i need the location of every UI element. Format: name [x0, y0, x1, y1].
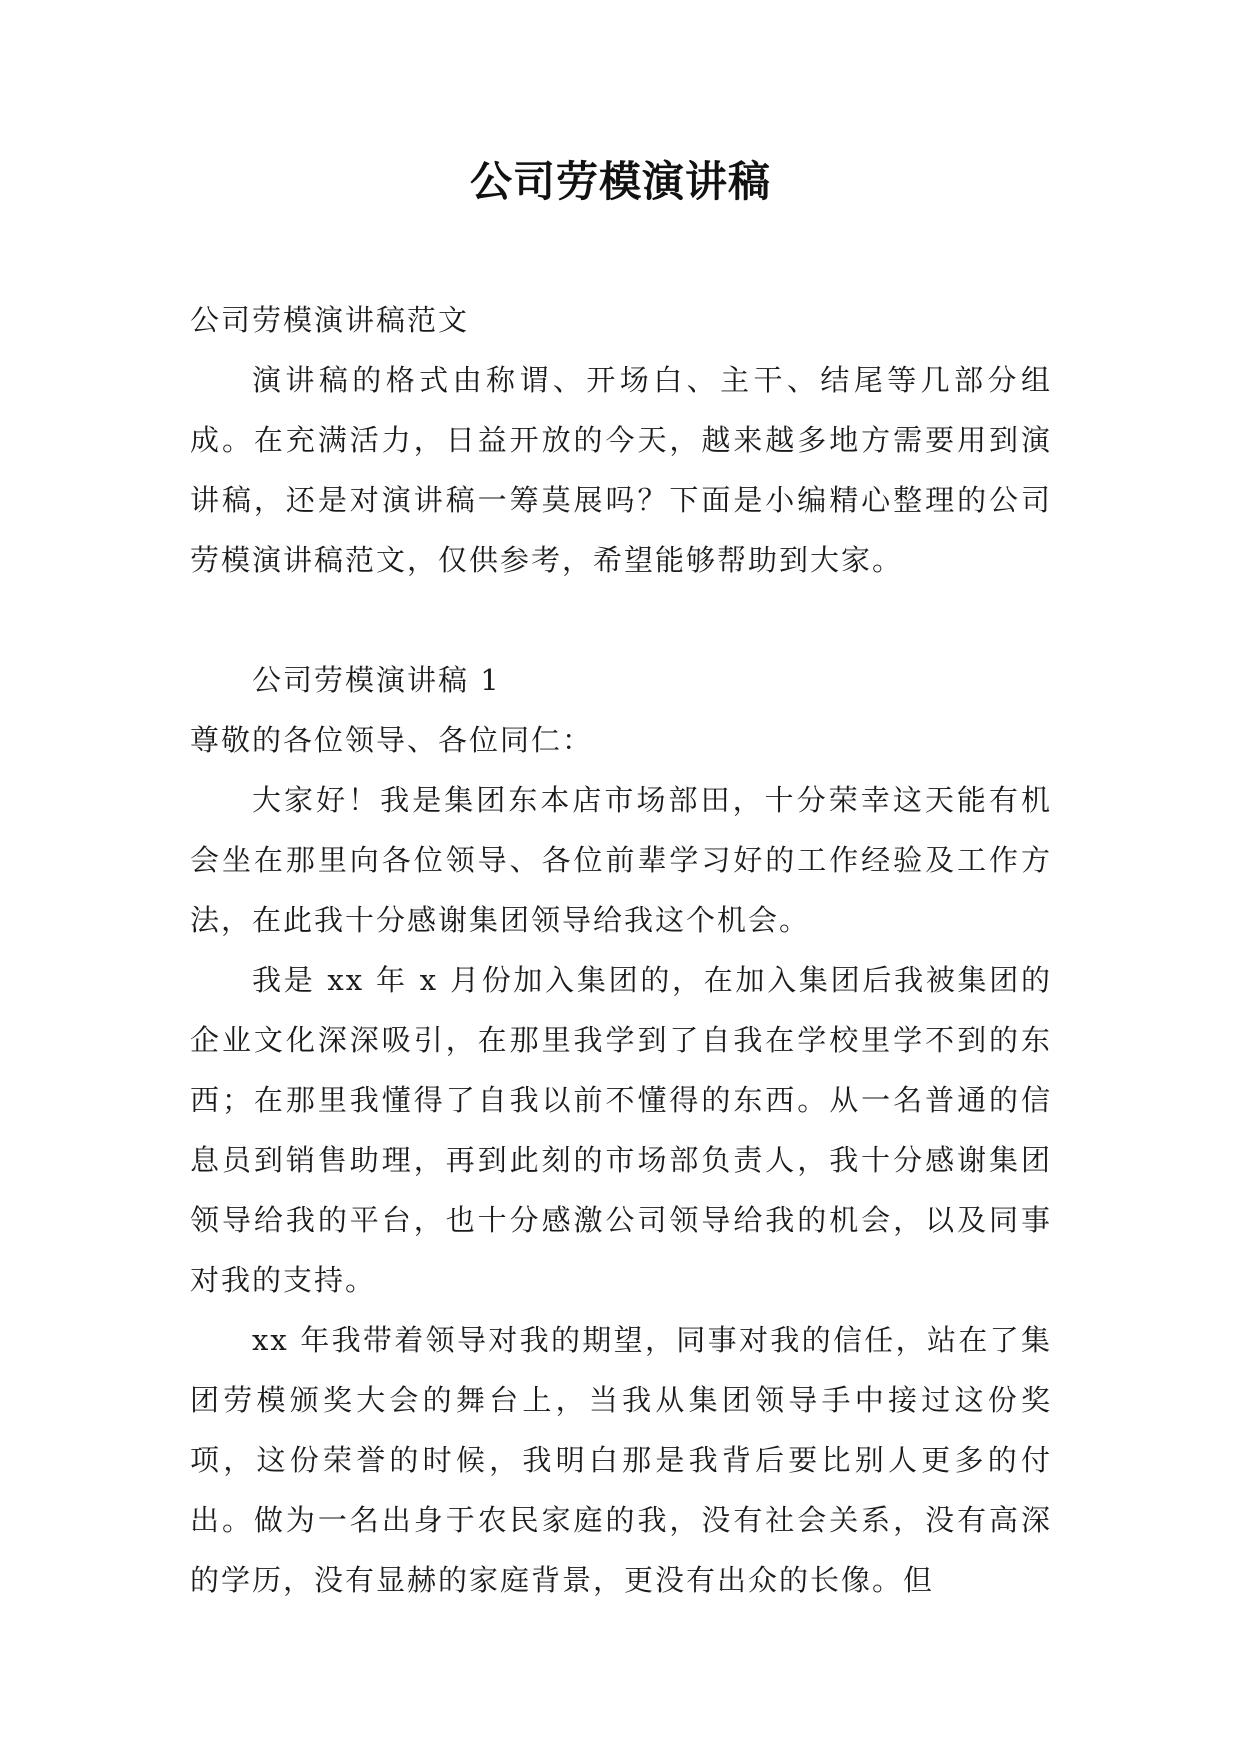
section-heading: 公司劳模演讲稿 1 [252, 663, 501, 697]
salutation: 尊敬的各位领导、各位同仁： [190, 723, 594, 757]
document-title: 公司劳模演讲稿 [469, 157, 771, 206]
body-paragraph: 大家好！我是集团东本店市场部田，十分荣幸这天能有机会坐在那里向各位领导、各位前辈学习好的工作经验及工作方法，在此我十分感谢集团领导给我这个机会。 [190, 783, 1052, 937]
body-paragraph: xx 年我带着领导对我的期望，同事对我的信任，站在了集团劳模颁奖大会的舞台上，当我从集团领导手中接过这份奖项，这份荣誉的时候，我明白那是我背后要比别人更多的付出。做为一名出身于农民家庭的我，没有社会关系，没有高深的学历，没有显赫的家庭背景，更没有出众的长像。但 [190, 1323, 1052, 1597]
intro-paragraph: 演讲稿的格式由称谓、开场白、主干、结尾等几部分组成。在充满活力，日益开放的今天，越来越多地方需要用到演讲稿，还是对演讲稿一筹莫展吗？下面是小编精心整理的公司劳模演讲稿范文，仅供参考，希望能够帮助到大家。 [190, 363, 1052, 577]
document-body [190, 290, 1052, 1610]
body-paragraph: 我是 xx 年 x 月份加入集团的，在加入集团后我被集团的企业文化深深吸引，在那里我学到了自我在学校里学不到的东西；在那里我懂得了自我以前不懂得的东西。从一名普通的信息员到销售助理，再到此刻的市场部负责人，我十分感谢集团领导给我的平台，也十分感激公司领导给我的机会，以及同事对我的支持。 [190, 963, 1052, 1297]
document-subtitle: 公司劳模演讲稿范文 [190, 303, 470, 337]
